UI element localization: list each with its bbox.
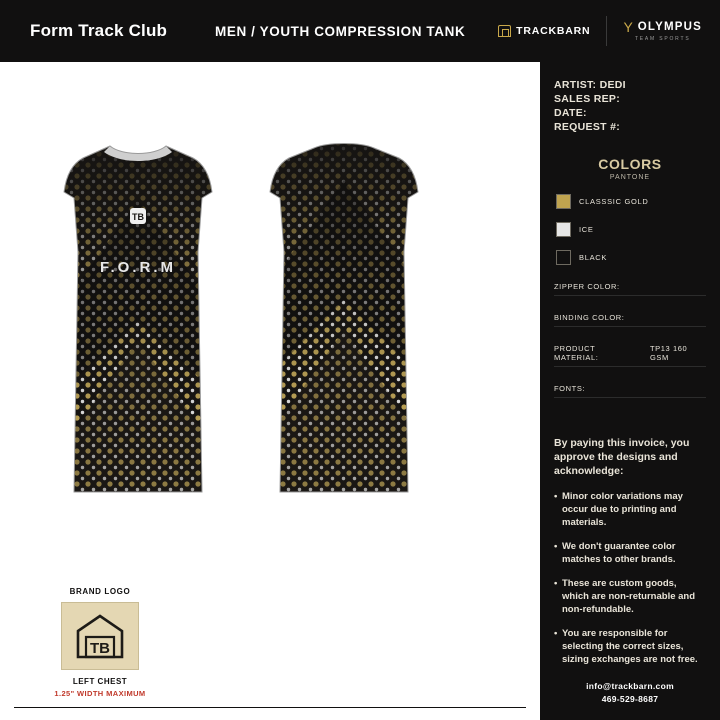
olympus-tagline: TEAM SPORTS [634,36,691,42]
jersey-back-view [258,140,430,505]
header-brands [498,0,702,62]
spec-zipper-color [554,282,706,296]
contact-block [540,680,720,706]
footer-divider [14,707,526,708]
artwork-area [0,62,540,720]
contact-email[interactable]: info@trackbarn.com [586,681,674,691]
legal-section [554,436,706,677]
swatch-black [556,250,571,265]
svg-text:TB: TB [132,212,144,222]
jersey-back-svg [258,140,430,500]
swatch-row [554,250,706,265]
jersey-chest-logo-icon [130,208,146,224]
olympus-mark-icon: Υ [623,19,633,35]
spec-product-material [554,344,706,367]
swatch-label-ice: ICE [579,225,594,234]
swatch-label-classic-gold: CLASSSIC GOLD [579,197,649,206]
meta-request-number: REQUEST #: [554,121,621,133]
spec-label: PRODUCT MATERIAL: [554,344,599,362]
meta-artist: ARTIST: DEDI [554,79,626,91]
olympus-name: OLYMPUS [637,21,702,33]
swatch-ice [556,222,571,237]
legal-item: • These are custom goods, which are non-returnable and non-refundable. [554,577,706,616]
brand-divider [606,16,607,46]
olympus-logo [623,20,702,42]
meta-sales-rep: SALES REP: [554,93,621,105]
jersey-front-svg [52,140,224,500]
header-bar [0,0,720,62]
trackbarn-name: TRACKBARN [516,25,591,37]
legal-item: • Minor color variations may occur due to printing and materials. [554,490,706,529]
spec-binding-color [554,313,706,327]
spec-label: FONTS: [554,384,586,393]
swatch-label-black: BLACK [579,253,608,262]
swatch-classic-gold [556,194,571,209]
logo-size-warning: 1.25" WIDTH MAXIMUM [54,689,146,698]
legal-heading: By paying this invoice, you approve the designs and acknowledge: [554,437,690,477]
barn-logo-icon [72,611,128,661]
svg-text:TB: TB [90,640,110,657]
spec-value: TP13 160 GSM [649,344,688,362]
colors-heading: COLORS [598,156,662,172]
spec-label: ZIPPER COLOR: [554,282,620,291]
meta-date: DATE: [554,107,587,119]
jersey-front-wordmark: F.O.R.M [100,259,176,276]
spec-label: BINDING COLOR: [554,313,625,322]
brand-logo-caption: BRAND LOGO [69,587,131,596]
colors-subheading: PANTONE [609,174,651,181]
legal-item: • You are responsible for selecting the correct sizes, sizing exchanges are not free. [554,627,706,666]
spec-fonts [554,384,706,398]
contact-phone[interactable]: 469-529-8687 [601,694,659,704]
jersey-front-view [52,140,224,505]
swatch-row [554,222,706,237]
barn-icon [498,25,511,37]
brand-logo-block [0,587,200,698]
trackbarn-logo [498,25,590,37]
logo-placement-label: LEFT CHEST [72,677,128,686]
spec-sidebar [540,62,720,720]
swatch-row [554,194,706,209]
product-subtitle: MEN / YOUTH COMPRESSION TANK [215,23,466,39]
page-title: Form Track Club [30,21,168,40]
legal-item: • We don't guarantee color matches to other brands. [554,540,706,566]
brand-logo-box [61,602,139,670]
